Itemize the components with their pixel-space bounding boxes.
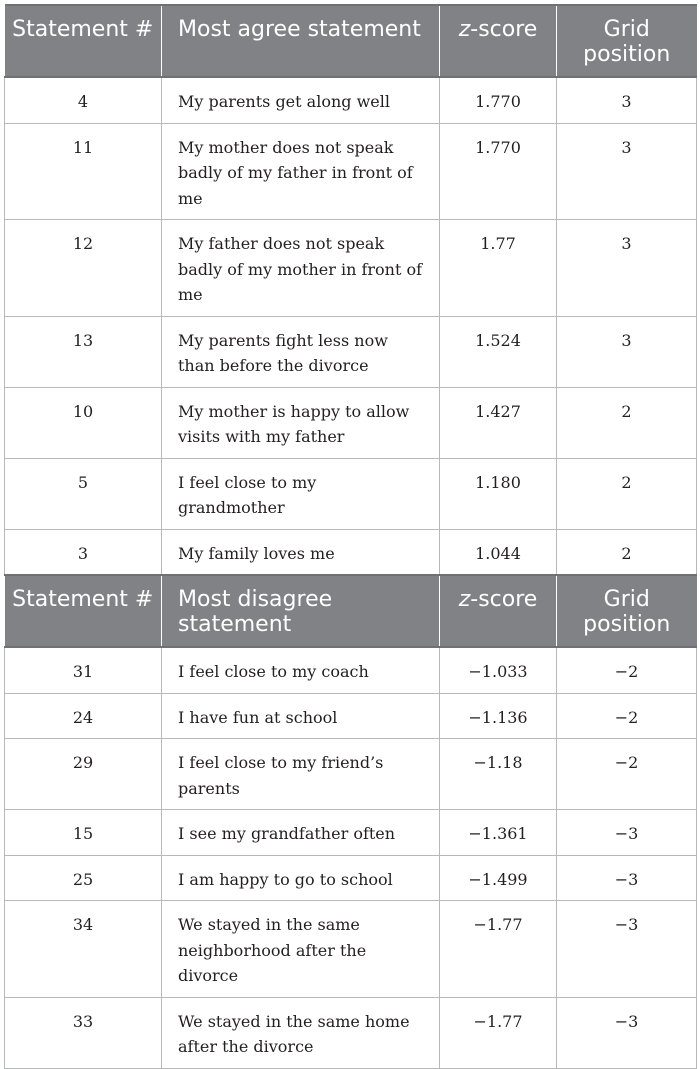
table-row bbox=[5, 810, 697, 856]
z-score-cell: 1.180 bbox=[440, 458, 557, 529]
statement-number-cell: 15 bbox=[5, 810, 162, 856]
header-z-score bbox=[440, 5, 557, 77]
agree-body bbox=[5, 77, 697, 575]
z-letter: z bbox=[458, 17, 471, 42]
header-grid-position: Grid position bbox=[557, 575, 697, 647]
statement-text-cell: I have fun at school bbox=[162, 693, 440, 739]
table-row bbox=[5, 529, 697, 575]
z-score-cell: −1.77 bbox=[440, 901, 557, 998]
statement-text-cell: I feel close to my coach bbox=[162, 647, 440, 693]
header-statement-number: Statement # bbox=[5, 575, 162, 647]
statement-number-cell: 11 bbox=[5, 123, 162, 220]
statement-number-cell: 5 bbox=[5, 458, 162, 529]
z-score-cell: −1.499 bbox=[440, 855, 557, 901]
statement-number-cell: 34 bbox=[5, 901, 162, 998]
statement-text-cell: My mother is happy to allow visits with my father bbox=[162, 387, 440, 458]
statement-text-cell: I feel close to my grandmother bbox=[162, 458, 440, 529]
table-row bbox=[5, 77, 697, 123]
grid-position-cell: 3 bbox=[557, 220, 697, 317]
grid-position-cell: −2 bbox=[557, 739, 697, 810]
z-score-cell: −1.361 bbox=[440, 810, 557, 856]
q-sort-table bbox=[4, 4, 697, 1069]
table-row bbox=[5, 387, 697, 458]
table-row bbox=[5, 997, 697, 1068]
header-statement-number: Statement # bbox=[5, 5, 162, 77]
statement-number-cell: 4 bbox=[5, 77, 162, 123]
header-most-agree: Most agree statement bbox=[162, 5, 440, 77]
z-score-cell: 1.044 bbox=[440, 529, 557, 575]
statement-text-cell: We stayed in the same home after the divorce bbox=[162, 997, 440, 1068]
table-row bbox=[5, 458, 697, 529]
table-row bbox=[5, 693, 697, 739]
z-score-cell: −1.18 bbox=[440, 739, 557, 810]
grid-position-cell: 2 bbox=[557, 387, 697, 458]
statement-text-cell: My parents get along well bbox=[162, 77, 440, 123]
grid-position-cell: 2 bbox=[557, 458, 697, 529]
statement-text-cell: I see my grandfather often bbox=[162, 810, 440, 856]
disagree-body bbox=[5, 647, 697, 1068]
z-score-cell: 1.770 bbox=[440, 123, 557, 220]
grid-position-cell: −3 bbox=[557, 810, 697, 856]
table-row bbox=[5, 739, 697, 810]
statement-number-cell: 33 bbox=[5, 997, 162, 1068]
z-score-cell: −1.77 bbox=[440, 997, 557, 1068]
z-letter: z bbox=[458, 587, 471, 612]
table-row bbox=[5, 220, 697, 317]
grid-position-cell: 3 bbox=[557, 77, 697, 123]
statement-number-cell: 13 bbox=[5, 316, 162, 387]
grid-position-cell: 2 bbox=[557, 529, 697, 575]
statement-number-cell: 24 bbox=[5, 693, 162, 739]
grid-position-cell: −2 bbox=[557, 647, 697, 693]
grid-position-cell: −3 bbox=[557, 997, 697, 1068]
statement-text-cell: I am happy to go to school bbox=[162, 855, 440, 901]
z-score-cell: 1.770 bbox=[440, 77, 557, 123]
table-row bbox=[5, 316, 697, 387]
header-row-disagree bbox=[5, 575, 697, 647]
table-row bbox=[5, 123, 697, 220]
statement-number-cell: 25 bbox=[5, 855, 162, 901]
z-score-cell: −1.136 bbox=[440, 693, 557, 739]
table-row bbox=[5, 855, 697, 901]
table-row bbox=[5, 901, 697, 998]
z-score-suffix: -score bbox=[470, 17, 538, 42]
statement-number-cell: 3 bbox=[5, 529, 162, 575]
grid-position-cell: 3 bbox=[557, 123, 697, 220]
statement-text-cell: My parents fight less now than before the divorce bbox=[162, 316, 440, 387]
header-most-disagree: Most disagree statement bbox=[162, 575, 440, 647]
grid-position-cell: −3 bbox=[557, 855, 697, 901]
z-score-suffix: -score bbox=[470, 587, 538, 612]
header-grid-position: Grid position bbox=[557, 5, 697, 77]
z-score-cell: 1.524 bbox=[440, 316, 557, 387]
statement-text-cell: My family loves me bbox=[162, 529, 440, 575]
statement-text-cell: My mother does not speak badly of my father in front of me bbox=[162, 123, 440, 220]
statement-number-cell: 31 bbox=[5, 647, 162, 693]
header-row-agree bbox=[5, 5, 697, 77]
z-score-cell: 1.427 bbox=[440, 387, 557, 458]
z-score-cell: −1.033 bbox=[440, 647, 557, 693]
grid-position-cell: −2 bbox=[557, 693, 697, 739]
statement-text-cell: My father does not speak badly of my mother in front of me bbox=[162, 220, 440, 317]
grid-position-cell: 3 bbox=[557, 316, 697, 387]
z-score-cell: 1.77 bbox=[440, 220, 557, 317]
statement-number-cell: 10 bbox=[5, 387, 162, 458]
statement-number-cell: 12 bbox=[5, 220, 162, 317]
grid-position-cell: −3 bbox=[557, 901, 697, 998]
statement-text-cell: I feel close to my friend’s parents bbox=[162, 739, 440, 810]
statement-text-cell: We stayed in the same neighborhood after the divorce bbox=[162, 901, 440, 998]
header-z-score bbox=[440, 575, 557, 647]
statement-number-cell: 29 bbox=[5, 739, 162, 810]
table-row bbox=[5, 647, 697, 693]
